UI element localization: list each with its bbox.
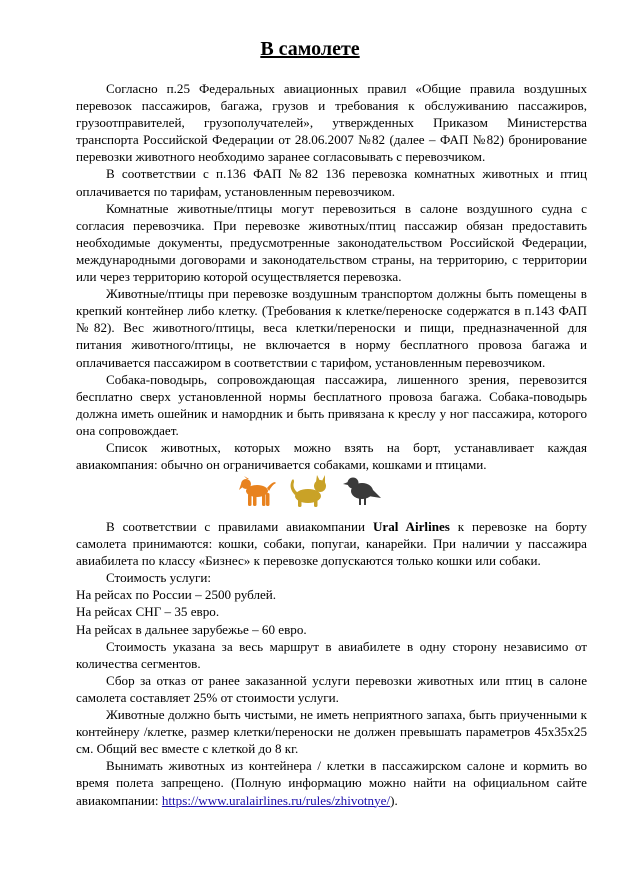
paragraph-ural-rules <box>76 518 587 569</box>
pet-icons <box>0 474 620 510</box>
airline-rules-link[interactable]: https://www.uralairlines.ru/rules/zhivotnye/ <box>161 792 391 808</box>
price-abroad: На рейсах в дальнее зарубежье – 60 евро. <box>76 621 307 637</box>
paragraph-animal-list: Список животных, которых можно взять на борт, устанавливает каждая авиакомпания: обычно он ограничивается собаками, кошками и птицами. <box>76 439 587 473</box>
section-rules <box>76 80 587 473</box>
paragraph-cabin-transport: Комнатные животные/птицы могут перевозиться в салоне воздушного судна с согласия перевозчика. При перевозке животных/птиц пассажир обязан предоставить необходимые документы, предусмотренные законодательством Российской Федерации, международными договорами и законодательством страны, на территорию, с территории или через территорию которой осуществляется перевозка. <box>76 200 587 285</box>
paragraph-price-note: Стоимость указана за весь маршрут в авиабилете в одну сторону независимо от количества сегментов. <box>76 638 587 671</box>
price-russia: На рейсах по России – 2500 рублей. <box>76 587 277 603</box>
price-heading: Стоимость услуги: <box>106 570 212 586</box>
paragraph-fap-25: Согласно п.25 Федеральных авиационных правил «Общие правила воздушных перевозок пассажиров, багажа, грузов и требования к обслуживанию пассажиров, грузоотправителей, грузополучателей», утвержденных Приказом Министерства транспорта Российской Федерации от 28.06.2007 №82 (далее – ФАП №82) бронирование перевозки животного необходимо заранее согласовывать с перевозчиком. <box>76 81 587 165</box>
paragraph-guide-dog: Собака-поводырь, сопровождающая пассажира, лишенного зрения, перевозится бесплатно сверх установленной нормы бесплатного провоза багажа. Собака-поводырь должна иметь ошейник и намордник и быть привязана к креслу у ног пассажира, которого она сопровождает. <box>76 371 587 438</box>
paragraph-container: Животные/птицы при перевозке воздушным транспортом должны быть помещены в крепкий контейнер либо клетку. (Требования к клетке/переноске содержатся в п.143 ФАП №82). Вес животного/птицы, веса клетки/переноски и пищи, предназначенной для питания животного/птицы, не включается в норму бесплатного провоза багажа и оплачивается пассажиром в соответствии с тарифом, установленным перевозчиком. <box>76 286 587 370</box>
paragraph-animal-requirements: Животные должно быть чистыми, не иметь неприятного запаха, быть приученными к контейнеру /клетке, размер клетки/переноски не должен превышать параметров 45x35x25 см. Общий вес вместе с клеткой до 8 кг. <box>76 707 587 757</box>
ural-rest-text: к перевозке на борту самолета принимаются: кошки, собаки, попугаи, канарейки. При наличии у пассажира авиабилета по классу «Бизнес» к перевозке допускаются только кошки или собаки. <box>76 519 587 569</box>
section-ural <box>76 518 587 809</box>
ural-intro-text: В соответствии с правилами авиакомпании <box>106 519 373 534</box>
airline-name: Ural Airlines <box>372 519 450 534</box>
page-title: В самолете <box>260 38 360 60</box>
paragraph-cancellation-fee: Сбор за отказ от ранее заказанной услуги перевозки животных или птиц в салоне самолета составляет 25% от стоимости услуги. <box>76 672 587 705</box>
price-cis: На рейсах СНГ – 35 евро. <box>76 604 220 620</box>
cat-icon <box>288 474 332 508</box>
final-end: ). <box>390 792 398 808</box>
paragraph-fap-136: В соответствии с п.136 ФАП №82 136 перевозка комнатных животных и птиц оплачивается по тарифам, установленным перевозчиком. <box>76 166 587 199</box>
paragraph-feeding-rules <box>76 757 587 808</box>
final-text: Вынимать животных из контейнера / клетки в пассажирском салоне и кормить во время полета запрещено. (Полную информацию можно найти на официальном сайте авиакомпании: <box>76 758 587 808</box>
dog-icon <box>238 474 278 508</box>
bird-icon <box>342 474 382 508</box>
